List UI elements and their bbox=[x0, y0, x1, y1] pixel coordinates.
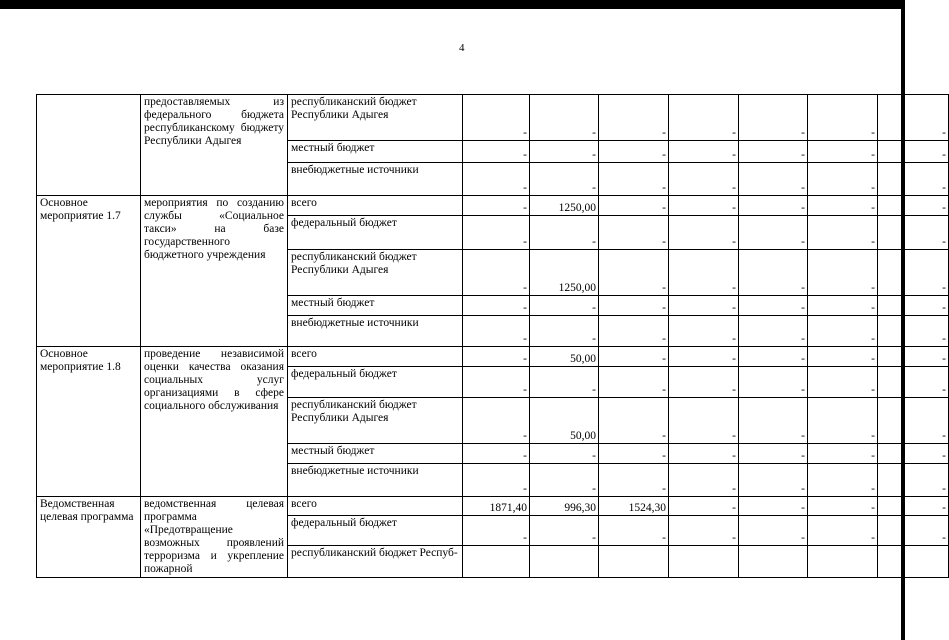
value-text: - bbox=[662, 127, 666, 139]
value-cell bbox=[669, 250, 739, 296]
value-cell bbox=[808, 515, 878, 545]
value-cell bbox=[878, 545, 949, 577]
funding-source-cell: местный бюджет bbox=[288, 296, 463, 316]
value-cell bbox=[878, 515, 949, 545]
value-cell bbox=[878, 497, 949, 516]
value-text: - bbox=[523, 384, 527, 396]
value-text: - bbox=[732, 450, 736, 462]
value-text: - bbox=[523, 353, 527, 365]
value-text: - bbox=[732, 127, 736, 139]
value-text: - bbox=[942, 333, 946, 345]
value-cell bbox=[878, 444, 949, 464]
value-cell bbox=[808, 296, 878, 316]
value-text: - bbox=[592, 236, 596, 248]
value-text: - bbox=[523, 236, 527, 248]
value-cell bbox=[739, 464, 808, 497]
value-text: 50,00 bbox=[570, 430, 596, 442]
value-text: - bbox=[871, 236, 875, 248]
funding-source-cell: республиканский бюджет Республики Адыгея bbox=[288, 95, 463, 141]
funding-source-cell: внебюджетные источники bbox=[288, 464, 463, 497]
value-cell bbox=[599, 444, 669, 464]
table-row bbox=[37, 95, 949, 141]
value-text: - bbox=[801, 127, 805, 139]
value-cell bbox=[669, 398, 739, 444]
value-text: - bbox=[801, 430, 805, 442]
value-cell bbox=[530, 163, 599, 196]
value-text: - bbox=[592, 182, 596, 194]
value-cell bbox=[669, 515, 739, 545]
value-cell bbox=[878, 398, 949, 444]
value-text: - bbox=[871, 282, 875, 294]
value-cell bbox=[739, 497, 808, 516]
value-cell bbox=[808, 367, 878, 398]
value-cell bbox=[878, 296, 949, 316]
funding-source-cell: федеральный бюджет bbox=[288, 515, 463, 545]
value-text: 1250,00 bbox=[558, 282, 596, 294]
value-text: - bbox=[801, 531, 805, 544]
budget-table bbox=[36, 94, 949, 578]
value-cell bbox=[739, 367, 808, 398]
value-cell bbox=[599, 497, 669, 516]
value-text: - bbox=[732, 333, 736, 345]
value-text: - bbox=[523, 430, 527, 442]
table-row bbox=[37, 347, 949, 367]
value-cell bbox=[463, 497, 530, 516]
value-text: - bbox=[801, 202, 805, 214]
value-text: - bbox=[871, 531, 875, 544]
funding-source-cell: всего bbox=[288, 347, 463, 367]
value-text: - bbox=[523, 531, 527, 544]
value-cell bbox=[599, 316, 669, 347]
value-cell bbox=[669, 464, 739, 497]
value-text: - bbox=[801, 282, 805, 294]
value-cell bbox=[808, 497, 878, 516]
value-text: - bbox=[871, 483, 875, 495]
value-text: - bbox=[871, 202, 875, 214]
value-cell bbox=[530, 398, 599, 444]
value-text: - bbox=[801, 450, 805, 462]
value-cell bbox=[878, 464, 949, 497]
value-cell bbox=[669, 497, 739, 516]
value-text: - bbox=[942, 430, 946, 442]
value-cell bbox=[739, 444, 808, 464]
event-description-cell: проведение независимой оценки качества оказания социальных услуг организациями в сфере социального обслуживания bbox=[141, 347, 288, 497]
value-text: - bbox=[942, 483, 946, 495]
value-text: - bbox=[662, 302, 666, 314]
value-text: 996,30 bbox=[564, 501, 596, 514]
value-text: - bbox=[801, 501, 805, 514]
value-cell bbox=[878, 163, 949, 196]
value-cell bbox=[808, 250, 878, 296]
value-cell bbox=[669, 163, 739, 196]
event-description-cell: мероприятия по созданию службы «Социальное такси» на базе государственного бюджетного учреждения bbox=[141, 196, 288, 347]
value-cell bbox=[530, 316, 599, 347]
table-row bbox=[37, 196, 949, 216]
value-cell bbox=[599, 347, 669, 367]
value-cell bbox=[878, 196, 949, 216]
value-text: - bbox=[871, 353, 875, 365]
value-text: - bbox=[801, 384, 805, 396]
value-cell bbox=[463, 163, 530, 196]
value-text: - bbox=[942, 202, 946, 214]
value-cell bbox=[530, 464, 599, 497]
value-text: - bbox=[523, 149, 527, 161]
value-cell bbox=[463, 95, 530, 141]
value-cell bbox=[599, 95, 669, 141]
value-cell bbox=[669, 296, 739, 316]
value-text: - bbox=[732, 430, 736, 442]
value-text: - bbox=[732, 483, 736, 495]
value-text: - bbox=[662, 333, 666, 345]
table-row bbox=[37, 497, 949, 516]
value-text: - bbox=[732, 353, 736, 365]
value-cell bbox=[463, 196, 530, 216]
funding-source-cell: республиканский бюджет Респуб- bbox=[288, 545, 463, 577]
event-name-cell bbox=[37, 95, 141, 196]
value-text: - bbox=[592, 127, 596, 139]
value-text: 50,00 bbox=[570, 353, 596, 365]
value-cell bbox=[463, 444, 530, 464]
funding-source-cell: внебюджетные источники bbox=[288, 316, 463, 347]
value-text: - bbox=[523, 450, 527, 462]
value-text: - bbox=[801, 483, 805, 495]
value-cell bbox=[530, 196, 599, 216]
value-cell bbox=[530, 497, 599, 516]
value-cell bbox=[878, 216, 949, 250]
value-text: - bbox=[732, 149, 736, 161]
value-text: - bbox=[732, 501, 736, 514]
value-text: - bbox=[592, 450, 596, 462]
value-cell bbox=[669, 216, 739, 250]
value-text: - bbox=[801, 353, 805, 365]
value-text: - bbox=[662, 353, 666, 365]
event-description-cell: ведомственная целевая программа «Предотвращение возможных проявлений терроризма и укрепление пожарной bbox=[141, 497, 288, 578]
value-text: - bbox=[592, 531, 596, 544]
value-text: - bbox=[871, 182, 875, 194]
value-text: - bbox=[592, 483, 596, 495]
value-text: - bbox=[732, 202, 736, 214]
value-text: - bbox=[523, 333, 527, 345]
value-cell bbox=[599, 141, 669, 163]
value-cell bbox=[669, 347, 739, 367]
funding-source-cell: местный бюджет bbox=[288, 444, 463, 464]
value-text: 1871,40 bbox=[489, 501, 527, 514]
funding-source-cell: республиканский бюджет Республики Адыгея bbox=[288, 398, 463, 444]
value-cell bbox=[808, 95, 878, 141]
value-text: - bbox=[662, 236, 666, 248]
value-text: - bbox=[942, 236, 946, 248]
value-text: - bbox=[732, 384, 736, 396]
value-text: - bbox=[662, 531, 666, 544]
value-text: - bbox=[871, 149, 875, 161]
value-text: - bbox=[523, 127, 527, 139]
value-cell bbox=[669, 141, 739, 163]
value-text: - bbox=[732, 182, 736, 194]
value-text: - bbox=[523, 302, 527, 314]
funding-source-cell: всего bbox=[288, 497, 463, 516]
value-text: - bbox=[592, 384, 596, 396]
value-cell bbox=[739, 347, 808, 367]
value-cell bbox=[739, 316, 808, 347]
value-cell bbox=[878, 347, 949, 367]
value-text: - bbox=[942, 282, 946, 294]
value-cell bbox=[530, 296, 599, 316]
value-text: - bbox=[871, 450, 875, 462]
value-text: - bbox=[523, 483, 527, 495]
value-cell bbox=[669, 95, 739, 141]
page-number: 4 bbox=[459, 42, 465, 54]
value-cell bbox=[808, 464, 878, 497]
value-text: - bbox=[871, 127, 875, 139]
funding-source-cell: местный бюджет bbox=[288, 141, 463, 163]
value-text: 1250,00 bbox=[558, 202, 596, 214]
value-cell bbox=[463, 367, 530, 398]
value-cell bbox=[599, 250, 669, 296]
value-text: - bbox=[662, 282, 666, 294]
value-cell bbox=[669, 545, 739, 577]
funding-source-cell: республиканский бюджет Республики Адыгея bbox=[288, 250, 463, 296]
funding-source-cell: федеральный бюджет bbox=[288, 367, 463, 398]
value-text: - bbox=[801, 182, 805, 194]
value-cell bbox=[739, 296, 808, 316]
value-cell bbox=[530, 347, 599, 367]
value-cell bbox=[463, 545, 530, 577]
event-name-cell: Основное мероприятие 1.8 bbox=[37, 347, 141, 497]
value-cell bbox=[530, 141, 599, 163]
value-text: - bbox=[871, 384, 875, 396]
value-cell bbox=[599, 196, 669, 216]
value-text: - bbox=[662, 182, 666, 194]
value-cell bbox=[739, 398, 808, 444]
value-cell bbox=[669, 196, 739, 216]
value-cell bbox=[463, 398, 530, 444]
value-text: - bbox=[871, 430, 875, 442]
value-cell bbox=[808, 347, 878, 367]
value-text: - bbox=[662, 450, 666, 462]
value-text: - bbox=[942, 302, 946, 314]
value-text: - bbox=[942, 384, 946, 396]
value-cell bbox=[599, 545, 669, 577]
value-text: - bbox=[871, 302, 875, 314]
value-cell bbox=[599, 216, 669, 250]
value-text: - bbox=[662, 149, 666, 161]
value-cell bbox=[463, 347, 530, 367]
value-text: - bbox=[732, 531, 736, 544]
value-cell bbox=[599, 367, 669, 398]
value-text: - bbox=[662, 483, 666, 495]
value-cell bbox=[530, 545, 599, 577]
value-cell bbox=[599, 464, 669, 497]
value-cell bbox=[739, 515, 808, 545]
value-cell bbox=[739, 250, 808, 296]
value-cell bbox=[463, 141, 530, 163]
value-text: - bbox=[523, 282, 527, 294]
value-text: 1524,30 bbox=[628, 501, 666, 514]
value-text: - bbox=[732, 302, 736, 314]
top-border bbox=[0, 0, 905, 9]
value-cell bbox=[599, 296, 669, 316]
value-cell bbox=[739, 216, 808, 250]
value-text: - bbox=[871, 333, 875, 345]
value-text: - bbox=[942, 127, 946, 139]
value-cell bbox=[808, 316, 878, 347]
value-text: - bbox=[662, 202, 666, 214]
value-cell bbox=[808, 444, 878, 464]
value-cell bbox=[808, 398, 878, 444]
value-cell bbox=[808, 163, 878, 196]
value-text: - bbox=[662, 384, 666, 396]
value-cell bbox=[530, 216, 599, 250]
event-name-cell: Ведомственная целевая программа bbox=[37, 497, 141, 578]
value-cell bbox=[599, 398, 669, 444]
value-text: - bbox=[801, 333, 805, 345]
event-name-cell: Основное мероприятие 1.7 bbox=[37, 196, 141, 347]
value-cell bbox=[463, 216, 530, 250]
value-text: - bbox=[942, 501, 946, 514]
value-text: - bbox=[523, 182, 527, 194]
value-cell bbox=[739, 545, 808, 577]
value-cell bbox=[530, 444, 599, 464]
value-cell bbox=[530, 250, 599, 296]
value-text: - bbox=[942, 531, 946, 544]
value-cell bbox=[739, 196, 808, 216]
value-cell bbox=[530, 515, 599, 545]
value-cell bbox=[463, 250, 530, 296]
value-cell bbox=[463, 316, 530, 347]
value-text: - bbox=[942, 182, 946, 194]
value-cell bbox=[739, 95, 808, 141]
value-cell bbox=[669, 444, 739, 464]
value-cell bbox=[669, 316, 739, 347]
value-text: - bbox=[523, 202, 527, 214]
value-text: - bbox=[801, 236, 805, 248]
value-text: - bbox=[592, 333, 596, 345]
value-cell bbox=[808, 545, 878, 577]
funding-source-cell: всего bbox=[288, 196, 463, 216]
value-cell bbox=[878, 95, 949, 141]
value-cell bbox=[530, 95, 599, 141]
value-text: - bbox=[801, 302, 805, 314]
value-cell bbox=[599, 163, 669, 196]
value-text: - bbox=[732, 236, 736, 248]
value-cell bbox=[878, 250, 949, 296]
value-text: - bbox=[732, 282, 736, 294]
value-cell bbox=[530, 367, 599, 398]
value-text: - bbox=[662, 430, 666, 442]
value-cell bbox=[808, 196, 878, 216]
value-cell bbox=[463, 464, 530, 497]
value-cell bbox=[599, 515, 669, 545]
value-cell bbox=[463, 296, 530, 316]
value-text: - bbox=[942, 450, 946, 462]
event-description-cell: предоставляемых из федерального бюджета республиканскому бюджету Республики Адыгея bbox=[141, 95, 288, 196]
value-text: - bbox=[942, 149, 946, 161]
value-text: - bbox=[871, 501, 875, 514]
value-text: - bbox=[942, 353, 946, 365]
value-text: - bbox=[592, 149, 596, 161]
value-cell bbox=[878, 316, 949, 347]
value-text: - bbox=[801, 149, 805, 161]
funding-source-cell: внебюджетные источники bbox=[288, 163, 463, 196]
funding-source-cell: федеральный бюджет bbox=[288, 216, 463, 250]
value-cell bbox=[878, 367, 949, 398]
value-cell bbox=[808, 141, 878, 163]
value-cell bbox=[739, 163, 808, 196]
value-cell bbox=[669, 367, 739, 398]
value-text: - bbox=[592, 302, 596, 314]
value-cell bbox=[739, 141, 808, 163]
value-cell bbox=[808, 216, 878, 250]
value-cell bbox=[878, 141, 949, 163]
value-cell bbox=[463, 515, 530, 545]
